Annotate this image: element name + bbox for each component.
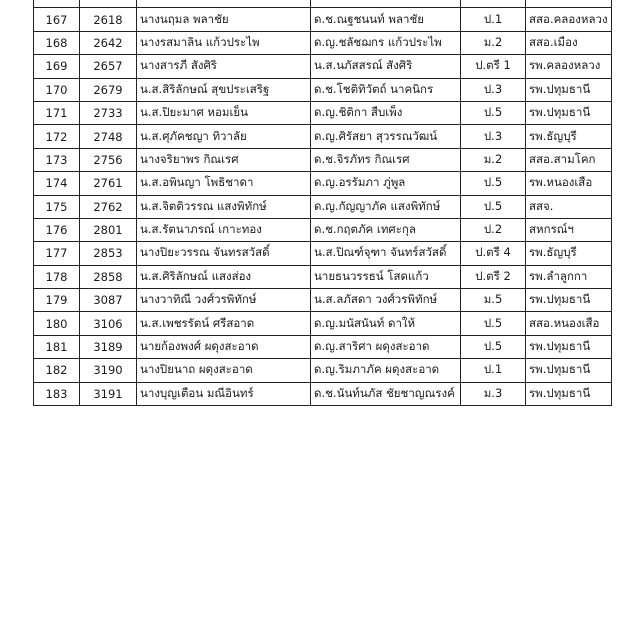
member-code-cell: 3087 [80, 289, 137, 312]
table-row [34, 78, 612, 101]
member-code-cell: 2761 [80, 172, 137, 195]
member-name-cell: นางปิยนาถ ผดุงสะอาด [137, 359, 311, 382]
education-level-cell: ป.3 [461, 78, 526, 101]
workplace-cell: สหกรณ์ฯ [526, 218, 612, 241]
table-row [34, 8, 612, 31]
workplace-cell: สสจ. [526, 195, 612, 218]
row-number-cell: 175 [34, 195, 80, 218]
workplace-cell [526, 0, 612, 8]
workplace-cell: สสอ.เมือง [526, 31, 612, 54]
member-name-cell: น.ส.จิตติวรรณ แสงพิทักษ์ [137, 195, 311, 218]
member-name-cell: นายก้องพงศ์ ผดุงสะอาด [137, 335, 311, 358]
education-level-cell: ป.ตรี 4 [461, 242, 526, 265]
child-name-cell: ด.ช.จิรภัทร กิณเรศ [311, 148, 461, 171]
education-level-cell: ป.5 [461, 195, 526, 218]
member-name-cell: นางจริยาพร กิณเรศ [137, 148, 311, 171]
table-row [34, 195, 612, 218]
row-number-cell: 181 [34, 335, 80, 358]
member-name-cell [137, 0, 311, 8]
row-number-cell: 172 [34, 125, 80, 148]
education-level-cell: ม.3 [461, 382, 526, 405]
table-row [34, 382, 612, 405]
education-level-cell: ม.2 [461, 31, 526, 54]
child-name-cell: ด.ช.นันท์นภัส ชัยชาญณรงค์ [311, 382, 461, 405]
member-code-cell: 2853 [80, 242, 137, 265]
row-number-cell: 182 [34, 359, 80, 382]
roster-body [34, 0, 612, 406]
member-code-cell: 2748 [80, 125, 137, 148]
member-name-cell: นางนฤมล พลาชัย [137, 8, 311, 31]
education-level-cell: ป.5 [461, 335, 526, 358]
table-row [34, 148, 612, 171]
table-row [34, 0, 612, 8]
table-row [34, 172, 612, 195]
education-level-cell: ป.2 [461, 218, 526, 241]
child-name-cell: ด.ช.ณฐชนนท์ พลาชัย [311, 8, 461, 31]
member-name-cell: น.ส.รัตนาภรณ์ เกาะทอง [137, 218, 311, 241]
table-row [34, 242, 612, 265]
member-name-cell: นางปิยะวรรณ จันทรสวัสดิ์ [137, 242, 311, 265]
member-code-cell: 2679 [80, 78, 137, 101]
education-level-cell: ม.5 [461, 289, 526, 312]
workplace-cell: สสอ.สามโคก [526, 148, 612, 171]
child-name-cell: ด.ช.โชติทิวัตถ์ นาคนิกร [311, 78, 461, 101]
member-code-cell: 2733 [80, 101, 137, 124]
child-name-cell: ด.ญ.ชลัชฌกร แก้วประไพ [311, 31, 461, 54]
workplace-cell: รพ.ธัญบุรี [526, 125, 612, 148]
education-level-cell: ป.5 [461, 312, 526, 335]
education-level-cell: ป.5 [461, 172, 526, 195]
workplace-cell: รพ.ลำลูกกา [526, 265, 612, 288]
child-name-cell: นายธนวรรธน์ โสดแก้ว [311, 265, 461, 288]
member-code-cell: 2756 [80, 148, 137, 171]
row-number-cell: 170 [34, 78, 80, 101]
education-level-cell: ป.1 [461, 8, 526, 31]
row-number-cell: 169 [34, 55, 80, 78]
row-number-cell: 183 [34, 382, 80, 405]
education-level-cell [461, 0, 526, 8]
member-code-cell: 2618 [80, 8, 137, 31]
row-number-cell: 177 [34, 242, 80, 265]
member-code-cell: 2858 [80, 265, 137, 288]
row-number-cell: 176 [34, 218, 80, 241]
table-row [34, 31, 612, 54]
row-number-cell: 173 [34, 148, 80, 171]
member-code-cell [80, 0, 137, 8]
table-row [34, 335, 612, 358]
table-row [34, 218, 612, 241]
workplace-cell: รพ.ธัญบุรี [526, 242, 612, 265]
member-code-cell: 2657 [80, 55, 137, 78]
child-name-cell: ด.ญ.ริมภาภัค ผดุงสะอาด [311, 359, 461, 382]
member-code-cell: 2642 [80, 31, 137, 54]
member-name-cell: น.ส.เพชรรัตน์ ศรีสอาด [137, 312, 311, 335]
row-number-cell: 168 [34, 31, 80, 54]
table-row [34, 359, 612, 382]
education-level-cell: ป.1 [461, 359, 526, 382]
table-row [34, 55, 612, 78]
row-number-cell: 180 [34, 312, 80, 335]
child-name-cell: ด.ญ.สาริศา ผดุงสะอาด [311, 335, 461, 358]
child-name-cell: ด.ญ.กัญญาภัค แสงพิทักษ์ [311, 195, 461, 218]
education-level-cell: ป.5 [461, 101, 526, 124]
member-code-cell: 3189 [80, 335, 137, 358]
member-name-cell: น.ส.อพินญา โพธิชาดา [137, 172, 311, 195]
child-name-cell: ด.ญ.อรรัมภา ภู่พูล [311, 172, 461, 195]
workplace-cell: รพ.ปทุมธานี [526, 289, 612, 312]
workplace-cell: รพ.ปทุมธานี [526, 101, 612, 124]
row-number-cell: 178 [34, 265, 80, 288]
child-name-cell: น.ส.ปิณฑ์จุฑา จันทร์สวัสดิ์ [311, 242, 461, 265]
row-number-cell: 174 [34, 172, 80, 195]
member-name-cell: น.ส.ศุภัคชญา ทิวาลัย [137, 125, 311, 148]
member-code-cell: 3191 [80, 382, 137, 405]
workplace-cell: สสอ.หนองเสือ [526, 312, 612, 335]
scholarship-roster-table [33, 0, 612, 406]
education-level-cell: ม.2 [461, 148, 526, 171]
workplace-cell: รพ.หนองเสือ [526, 172, 612, 195]
workplace-cell: สสอ.คลองหลวง [526, 8, 612, 31]
education-level-cell: ป.3 [461, 125, 526, 148]
child-name-cell: ด.ญ.ชิติกา สืบเพ็ง [311, 101, 461, 124]
table-row [34, 289, 612, 312]
member-name-cell: น.ส.ศิริลักษณ์ แสงส่อง [137, 265, 311, 288]
workplace-cell: รพ.ปทุมธานี [526, 335, 612, 358]
row-number-cell: 167 [34, 8, 80, 31]
child-name-cell: ด.ญ.ศิรัสยา สุวรรณวัฒน์ [311, 125, 461, 148]
member-name-cell: นางบุญเตือน มณีอินทร์ [137, 382, 311, 405]
workplace-cell: รพ.ปทุมธานี [526, 78, 612, 101]
member-code-cell: 3106 [80, 312, 137, 335]
education-level-cell: ป.ตรี 1 [461, 55, 526, 78]
table-row [34, 101, 612, 124]
member-name-cell: นางรสมาลิน แก้วประไพ [137, 31, 311, 54]
workplace-cell: รพ.คลองหลวง [526, 55, 612, 78]
row-number-cell [34, 0, 80, 8]
child-name-cell [311, 0, 461, 8]
workplace-cell: รพ.ปทุมธานี [526, 359, 612, 382]
child-name-cell: น.ส.ลภัสดา วงศ์วรพิทักษ์ [311, 289, 461, 312]
member-code-cell: 2801 [80, 218, 137, 241]
member-name-cell: น.ส.ปิยะมาศ หอมเย็น [137, 101, 311, 124]
member-name-cell: น.ส.สิริลักษณ์ สุขประเสริฐ [137, 78, 311, 101]
table-row [34, 265, 612, 288]
row-number-cell: 171 [34, 101, 80, 124]
table-row [34, 125, 612, 148]
table-row [34, 312, 612, 335]
education-level-cell: ป.ตรี 2 [461, 265, 526, 288]
member-name-cell: นางวาทิณี วงศ์วรพิทักษ์ [137, 289, 311, 312]
child-name-cell: ด.ญ.มนัสนันท์ ดาให้ [311, 312, 461, 335]
workplace-cell: รพ.ปทุมธานี [526, 382, 612, 405]
row-number-cell: 179 [34, 289, 80, 312]
child-name-cell: ด.ช.กฤตภัค เทศะกุล [311, 218, 461, 241]
member-code-cell: 2762 [80, 195, 137, 218]
child-name-cell: น.ส.นภัสสรณ์ สังศิริ [311, 55, 461, 78]
member-code-cell: 3190 [80, 359, 137, 382]
member-name-cell: นางสารภี สังศิริ [137, 55, 311, 78]
